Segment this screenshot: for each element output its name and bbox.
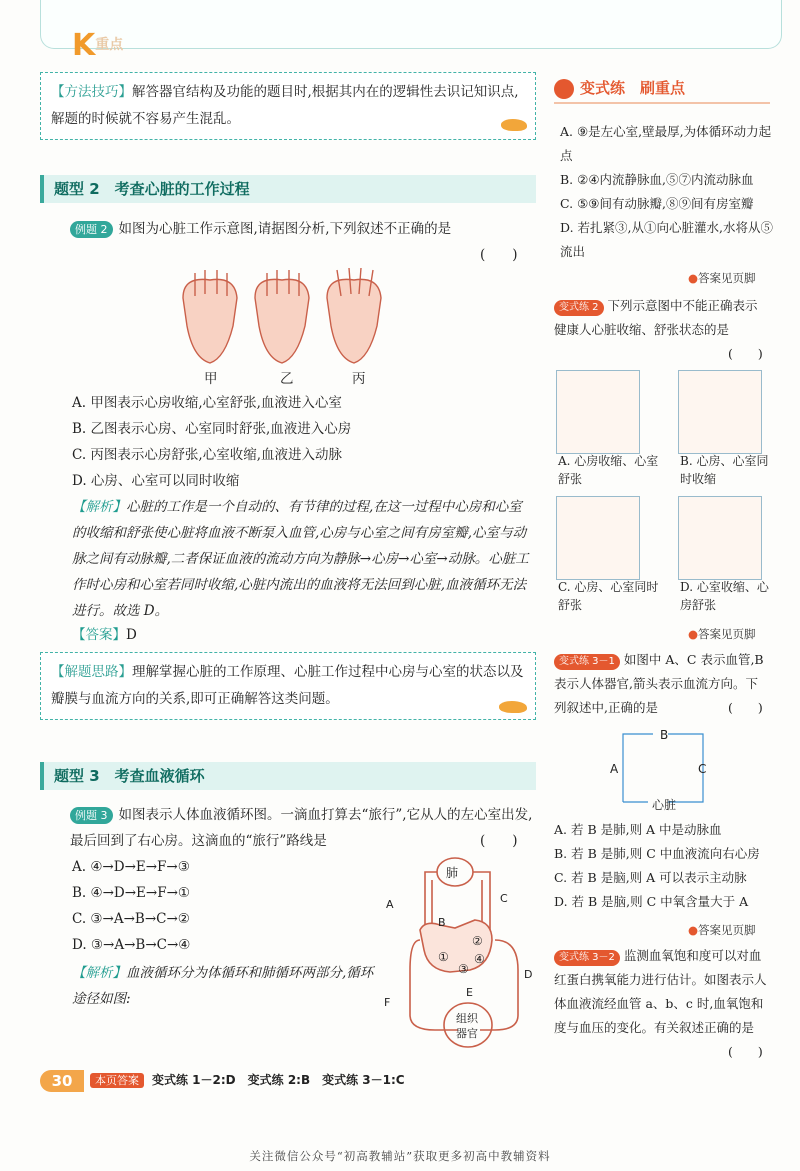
q31-paren: ( ) — [728, 700, 763, 715]
see-answer-2: ●答案见页脚 — [688, 627, 756, 641]
q31-option-a: A. 若 B 是肺,则 A 中是动脉血 — [554, 822, 722, 837]
num-1: ① — [438, 950, 449, 964]
letter-b: B — [438, 916, 446, 929]
main-column — [40, 60, 537, 1060]
q2-heart-b — [678, 370, 762, 454]
num-2: ② — [472, 934, 483, 948]
q2-caption-a: A. 心房收缩、心室舒张 — [558, 454, 659, 486]
option-b: B. 乙图表示心房、心室同时舒张,血液进入心房 — [72, 421, 352, 437]
answer-paren: ( ) — [480, 833, 518, 849]
bird-icon — [499, 701, 527, 713]
example-tag: 例题 3 — [70, 807, 113, 824]
see-answer-1: ●答案见页脚 — [688, 271, 756, 285]
q31-label-heart: 心脏 — [652, 798, 677, 812]
practice-icon — [554, 79, 574, 99]
q32-question: 变式练 3－2 监测血氧饱和度可以对血红蛋白携氧能力进行估计。如图表示人体血液流经血管 a、b、c 时,血氧饱和度与血压的变化。有关叙述正确的是 — [554, 948, 767, 1035]
q1-option-c: C. ⑤⑨间有动脉瓣,⑧⑨间有房室瓣 — [560, 196, 754, 211]
section-heading-2: 题型 2 考查心脏的工作过程 — [40, 175, 536, 203]
heart-label-jia: 甲 — [204, 371, 218, 387]
option-d: D. ③→A→B→C→④ — [72, 937, 191, 953]
option-b: B. ④→D→E→F→① — [72, 885, 190, 901]
page-answers: 本页答案 变式练 1－2:D 变式练 2:B 变式练 3－1:C — [90, 1068, 405, 1092]
heart-yi — [255, 270, 309, 363]
option-d: D. 心房、心室可以同时收缩 — [72, 473, 240, 489]
q31-question: 变式练 3－1 如图中 A、C 表示血管,B 表示人体器官,箭头表示血流方向。下列叙述中,正确的是 — [554, 652, 764, 715]
q31-option-d: D. 若 B 是脑,则 C 中氧含量大于 A — [554, 894, 749, 909]
method-tip — [40, 72, 536, 140]
q31-label-c: C — [698, 762, 707, 776]
heart-diagrams — [175, 268, 385, 368]
heart-jia — [183, 270, 237, 363]
example2-question: 例题 2 如图为心脏工作示意图,请据图分析,下列叙述不正确的是 — [70, 216, 540, 242]
right-panel — [548, 60, 776, 1060]
option-c: C. 丙图表示心房舒张,心室收缩,血液进入动脉 — [72, 447, 343, 463]
section-heading-3: 题型 3 考查血液循环 — [40, 762, 536, 790]
example2-answer: 【答案】D — [72, 627, 137, 643]
promo-text: 关注微信公众号“初高教辅站”获取更多初高中教辅资料 — [249, 1149, 551, 1163]
heart-bing — [327, 268, 381, 363]
tip-text: 解答器官结构及功能的题目时,根据其内在的逻辑性去识记知识点,解题的时候就不容易产生混乱。 — [51, 84, 519, 127]
q32-paren: ( ) — [728, 1044, 763, 1059]
organ-label-2: 器官 — [456, 1027, 478, 1040]
heart-label-bing: 丙 — [352, 371, 366, 387]
lung-label: 肺 — [446, 866, 459, 880]
q2-heart-c — [556, 496, 640, 580]
bird-icon — [501, 119, 527, 131]
example2-analysis: 【解析】心脏的工作是一个自动的、有节律的过程,在这一过程中心房和心室的收缩和舒张使心脏将血液不断泵入血管,心房与心室之间有房室瓣,心室与动脉之间有动脉瓣,二者保证血液的流动方向为静脉→心房→心室→动脉。心脏工作时心房和心室若同时收缩,心脏内流出的血液将无法回到心脏,血液循环无法进行。故选 D。 — [72, 499, 529, 619]
q2-caption-c: C. 心房、心室同时舒张 — [558, 580, 659, 612]
example3-question: 例题 3 如图表示人体血液循环图。一滴血打算去“旅行”,它从人的左心室出发,最后回到了右心房。这滴血的“旅行”路线是 — [70, 807, 533, 849]
q2-heart-a — [556, 370, 640, 454]
q2-question: 变式练 2 下列示意图中不能正确表示健康人心脏收缩、舒张状态的是 — [554, 298, 758, 337]
footer — [40, 1068, 560, 1094]
solution-tip — [40, 652, 536, 720]
q2-caption-b: B. 心房、心室同时收缩 — [680, 454, 769, 486]
num-4: ④ — [474, 952, 485, 966]
option-c: C. ③→A→B→C→② — [72, 911, 190, 927]
option-a: A. ④→D→E→F→③ — [72, 859, 190, 875]
q1-option-b: B. ②④内流静脉血,⑤⑦内流动脉血 — [560, 172, 754, 187]
header-frame — [40, 0, 782, 49]
page-number: 30 — [40, 1070, 84, 1092]
q31-option-b: B. 若 B 是肺,则 C 中血液流向右心房 — [554, 846, 760, 861]
see-answer-3: ●答案见页脚 — [688, 923, 756, 937]
tip-text: 理解掌握心脏的工作原理、心脏工作过程中心房与心室的状态以及瓣膜与血流方向的关系,即可正确解答这类问题。 — [51, 664, 524, 707]
letter-e: E — [466, 986, 473, 999]
organ-label-1: 组织 — [456, 1012, 478, 1025]
q2-heart-d — [678, 496, 762, 580]
letter-d: D — [524, 968, 533, 981]
example-tag: 例题 2 — [70, 221, 113, 238]
q2-caption-d: D. 心室收缩、心房舒张 — [680, 580, 769, 612]
q2-paren: ( ) — [728, 346, 763, 361]
q1-option-d: D. 若扎紧③,从①向心脏灌水,水将从⑤流出 — [560, 220, 773, 259]
q1-option-a: A. ⑨是左心室,壁最厚,为体循环动力起点 — [560, 124, 772, 163]
num-3: ③ — [458, 962, 469, 976]
heart-label-yi: 乙 — [280, 371, 294, 387]
letter-c: C — [500, 892, 508, 905]
q31-label-a: A — [610, 762, 619, 776]
tip-label: 【方法技巧】 — [51, 84, 132, 100]
q31-label-b: B — [660, 728, 669, 742]
letter-f: F — [384, 996, 391, 1009]
option-a: A. 甲图表示心房收缩,心室舒张,血液进入心室 — [72, 395, 342, 411]
answer-paren: ( ) — [480, 247, 518, 263]
practice-header: 变式练 刷重点 — [554, 74, 770, 104]
letter-a: A — [386, 898, 394, 911]
tip-label: 【解题思路】 — [51, 664, 132, 680]
example3-analysis: 【解析】血液循环分为体循环和肺循环两部分,循环途径如图: — [72, 965, 374, 1007]
circulation-diagram — [380, 850, 535, 1060]
q31-option-c: C. 若 B 是脑,则 A 可以表示主动脉 — [554, 870, 747, 885]
series-logo: K重点 — [72, 28, 124, 63]
